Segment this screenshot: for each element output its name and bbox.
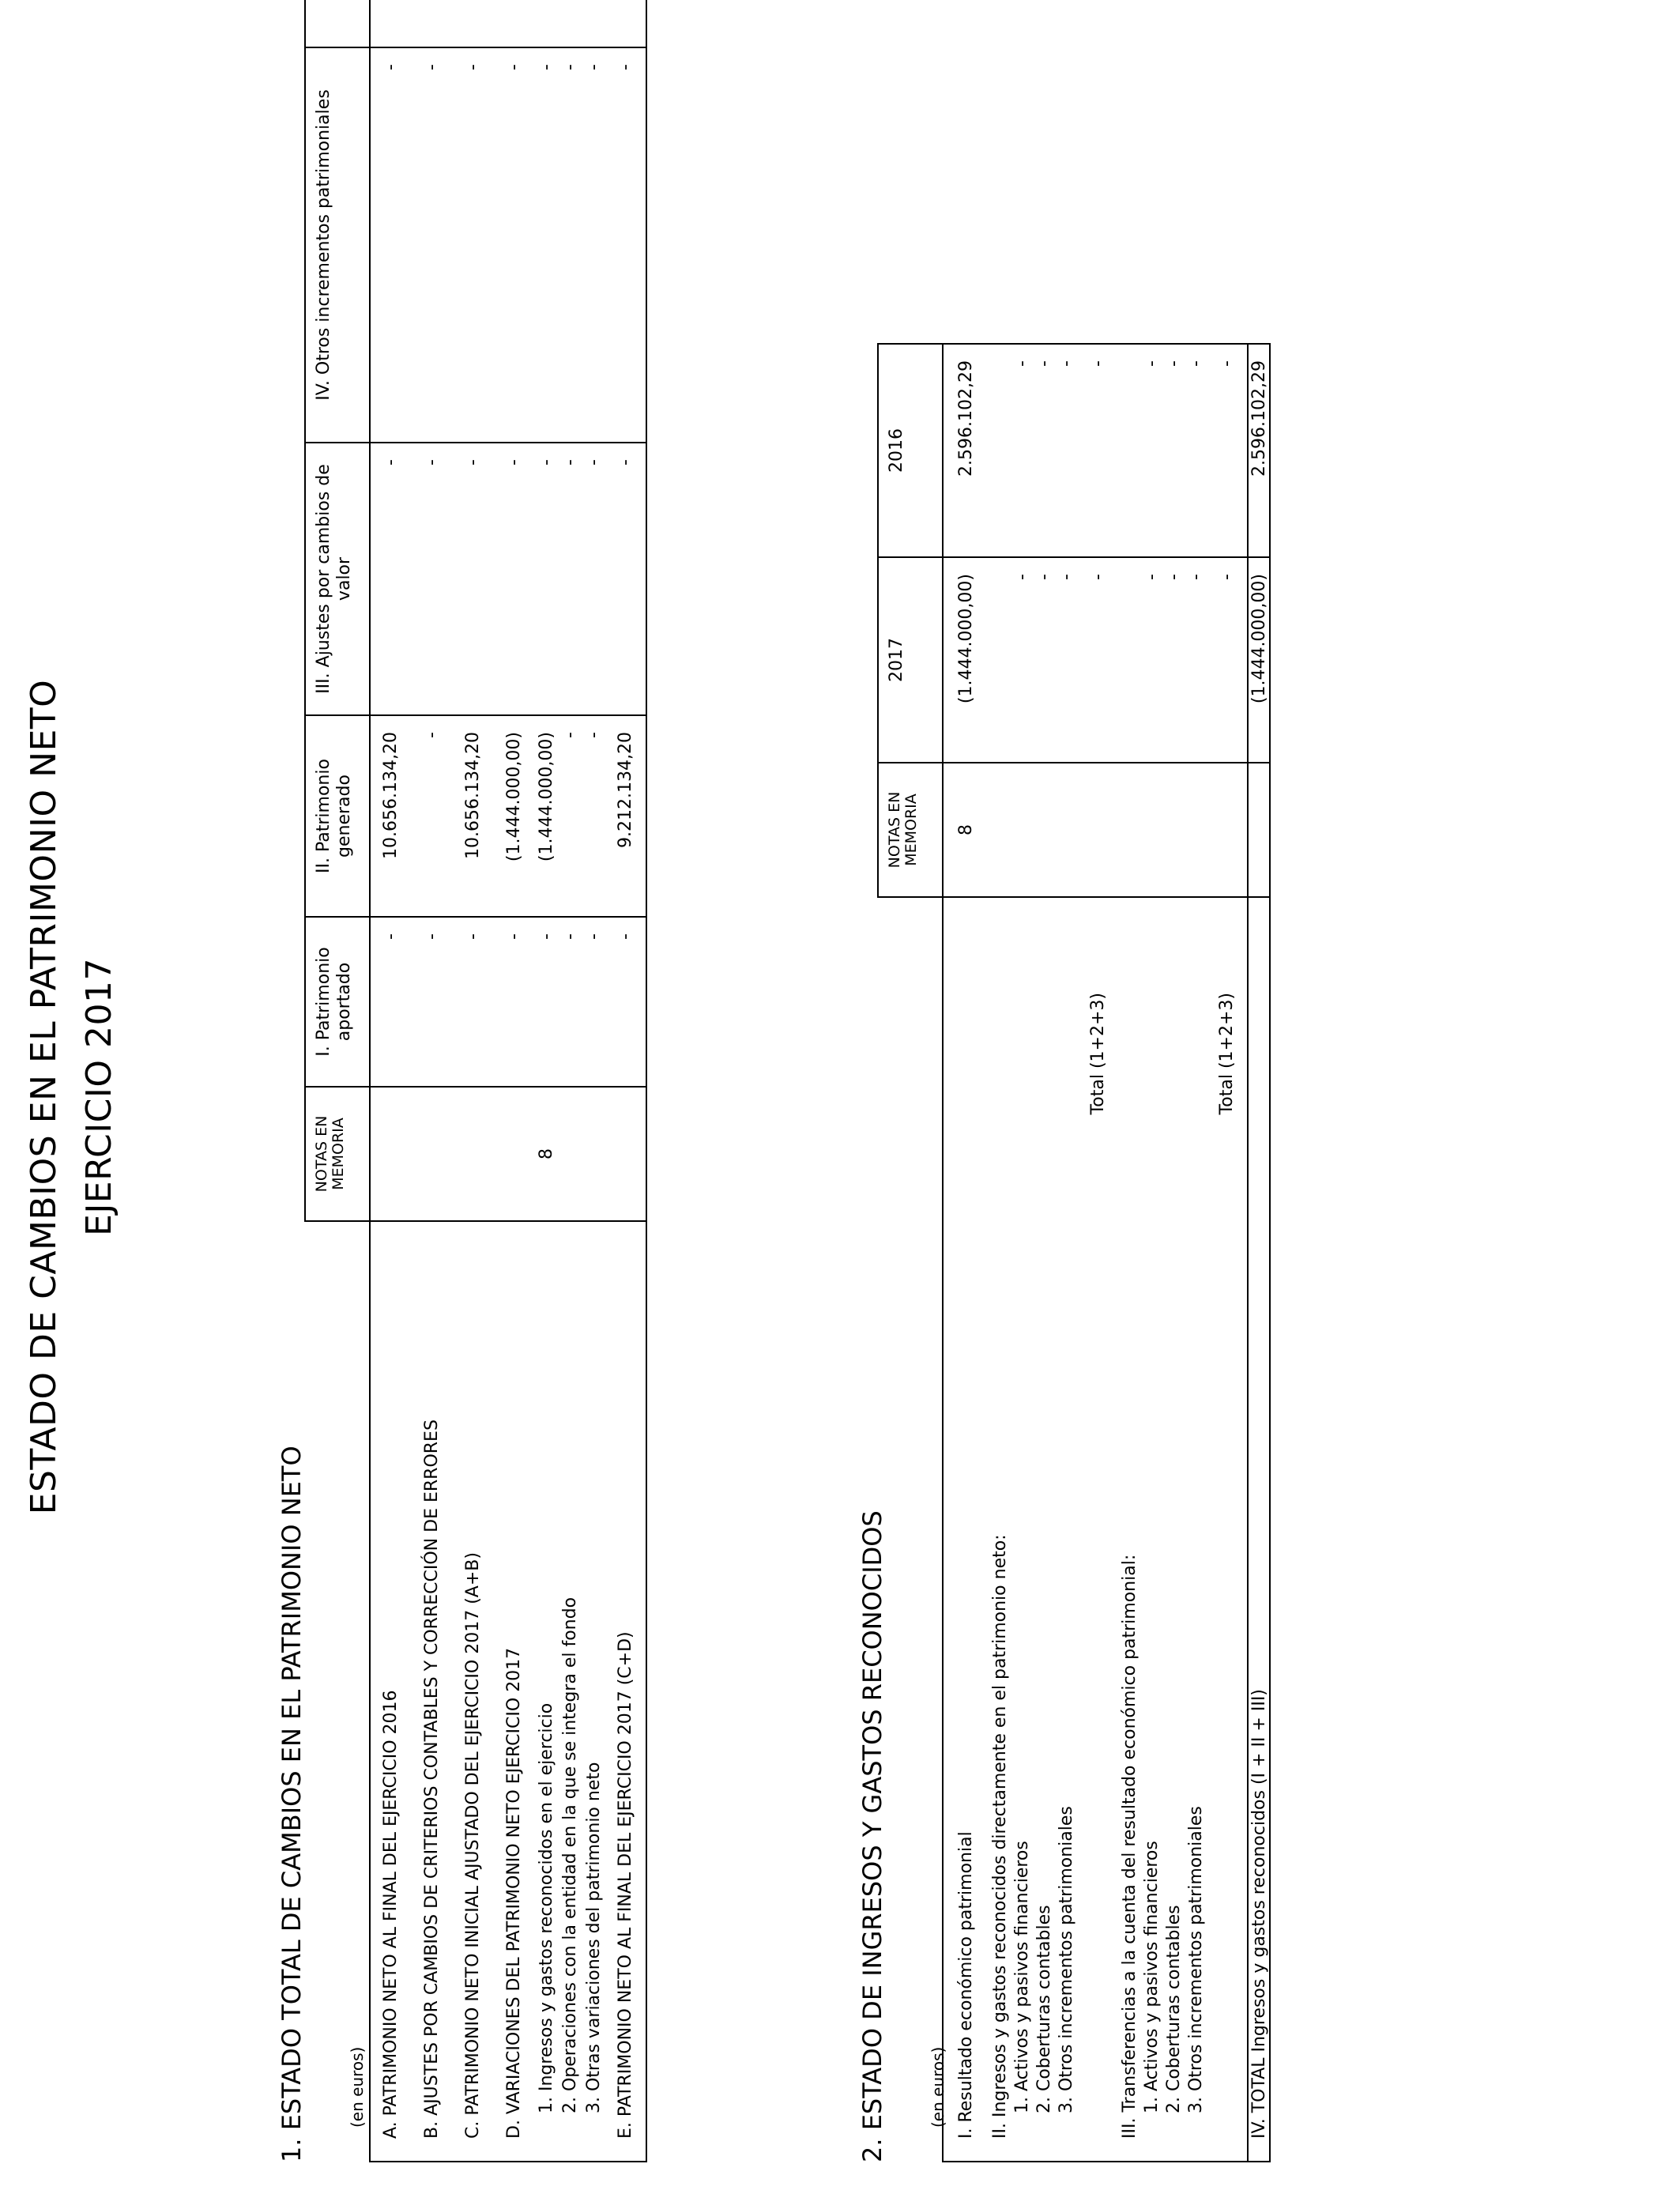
- cell-2016: 2.596.102,29: [943, 344, 989, 557]
- page-title: ESTADO DE CAMBIOS EN EL PATRIMONIO NETO: [24, 679, 64, 1515]
- row-label: 1. Activos y pasivos financieros: [1011, 897, 1033, 2162]
- table-row: [1033, 0, 1055, 2162]
- table-row: [605, 0, 646, 2162]
- cell-2017: -: [1077, 557, 1118, 763]
- cell-total: [493, 0, 534, 47]
- cell-aportado: -: [370, 917, 411, 1087]
- section2-title: 2. ESTADO DE INGRESOS Y GASTOS RECONOCIDOS: [857, 1510, 887, 2162]
- cell-2017: -: [1140, 557, 1162, 763]
- cell-total: [411, 0, 452, 47]
- cell-nota: [1033, 763, 1055, 897]
- cell-2017: (1.444.000,00): [943, 557, 989, 763]
- cell-2017: -: [1185, 557, 1207, 763]
- row-label: 3. Otros incrementos patrimoniales: [1055, 897, 1077, 2162]
- cell-2017: -: [1033, 557, 1055, 763]
- cell-nota: [411, 1087, 452, 1221]
- cell-generado: -: [558, 715, 582, 917]
- cell-otros: -: [534, 47, 558, 443]
- row-label: E. PATRIMONIO NETO AL FINAL DEL EJERCICIO 2017 (C+D): [605, 1221, 646, 2162]
- cell-otros: -: [370, 47, 411, 443]
- cell-nota: [1185, 763, 1207, 897]
- cell-nota: [1118, 763, 1140, 897]
- section2-units: (en euros): [929, 2046, 947, 2128]
- cell-2016: -: [1055, 344, 1077, 557]
- section1-units: (en euros): [348, 2046, 367, 2128]
- table-row: [1140, 0, 1162, 2162]
- cell-nota: [558, 1087, 582, 1221]
- cell-aportado: -: [558, 917, 582, 1087]
- col-aportado: I. Patrimonio aportado: [305, 917, 370, 1087]
- cell-nota: [1077, 763, 1118, 897]
- section1-title: 1. ESTADO TOTAL DE CAMBIOS EN EL PATRIMONIO NETO: [277, 1446, 307, 2162]
- page-subtitle: EJERCICIO 2017: [79, 958, 119, 1236]
- row-label: A. PATRIMONIO NETO AL FINAL DEL EJERCICIO 2016: [370, 1221, 411, 2162]
- cell-generado: 10.656.134,20: [452, 715, 493, 917]
- cell-ajustes: -: [558, 443, 582, 715]
- table-row: [989, 0, 1011, 2162]
- cell-total: [582, 0, 605, 47]
- cell-2017: -: [1207, 557, 1248, 763]
- cell-2016: [1118, 344, 1140, 557]
- cell-ajustes: -: [534, 443, 558, 715]
- table-row: [558, 0, 582, 2162]
- row-label: IV. TOTAL Ingresos y gastos reconocidos (I + II + III): [1248, 897, 1270, 2162]
- cell-2016: 2.596.102,29: [1248, 344, 1270, 557]
- cell-nota: [1011, 763, 1033, 897]
- row-label: I. Resultado económico patrimonial: [943, 897, 989, 2162]
- row-label: D. VARIACIONES DEL PATRIMONIO NETO EJERCICIO 2017: [493, 1221, 534, 2162]
- cell-aportado: -: [452, 917, 493, 1087]
- cell-total: [558, 0, 582, 47]
- cell-nota: [452, 1087, 493, 1221]
- row-label: 2. Operaciones con la entidad en la que se integra el fondo: [558, 1221, 582, 2162]
- cell-2017: (1.444.000,00): [1248, 557, 1270, 763]
- cell-2016: -: [1011, 344, 1033, 557]
- row-label: 3. Otras variaciones del patrimonio neto: [582, 1221, 605, 2162]
- cell-2017: -: [1055, 557, 1077, 763]
- patrimonio-neto-table: [304, 0, 647, 2162]
- table-row: [1207, 0, 1248, 2162]
- cell-nota: 8: [534, 1087, 558, 1221]
- table-row: [411, 0, 452, 2162]
- cell-otros: -: [493, 47, 534, 443]
- cell-nota: [582, 1087, 605, 1221]
- row-label: 2. Coberturas contables: [1033, 897, 1055, 2162]
- cell-otros: -: [452, 47, 493, 443]
- row-label: III. Transferencias a la cuenta del resultado económico patrimonial:: [1118, 897, 1140, 2162]
- row-label: 1. Activos y pasivos financieros: [1140, 897, 1162, 2162]
- cell-aportado: -: [493, 917, 534, 1087]
- cell-generado: -: [582, 715, 605, 917]
- cell-2016: [989, 344, 1011, 557]
- cell-ajustes: -: [493, 443, 534, 715]
- cell-nota: 8: [943, 763, 989, 897]
- col-notas: NOTAS EN MEMORIA: [305, 1087, 370, 1221]
- table-row: [452, 0, 493, 2162]
- row-label: 1. Ingresos y gastos reconocidos en el ejercicio: [534, 1221, 558, 2162]
- table-row: [1162, 0, 1185, 2162]
- ingresos-gastos-table: [877, 0, 1271, 2162]
- col-otros: IV. Otros incrementos patrimoniales: [305, 47, 370, 443]
- cell-aportado: -: [582, 917, 605, 1087]
- cell-2016: -: [1140, 344, 1162, 557]
- cell-generado: -: [411, 715, 452, 917]
- cell-nota: [1140, 763, 1162, 897]
- col-ajustes: III. Ajustes por cambios de valor: [305, 443, 370, 715]
- cell-2016: -: [1077, 344, 1118, 557]
- cell-total: [370, 0, 411, 47]
- table-row: [582, 0, 605, 2162]
- table-row: [493, 0, 534, 2162]
- cell-total: [605, 0, 646, 47]
- cell-nota: [1162, 763, 1185, 897]
- cell-otros: -: [558, 47, 582, 443]
- cell-2016: -: [1185, 344, 1207, 557]
- col-generado: II. Patrimonio generado: [305, 715, 370, 917]
- cell-nota: [1248, 763, 1270, 897]
- row-label: 2. Coberturas contables: [1162, 897, 1185, 2162]
- cell-total: [452, 0, 493, 47]
- table-row: [1118, 0, 1140, 2162]
- table-row: [1011, 0, 1033, 2162]
- table-row: [1248, 0, 1270, 2162]
- table-row: [1185, 0, 1207, 2162]
- cell-generado: (1.444.000,00): [493, 715, 534, 917]
- cell-nota: [1207, 763, 1248, 897]
- cell-2017: -: [1162, 557, 1185, 763]
- cell-2016: -: [1033, 344, 1055, 557]
- row-label: Total (1+2+3): [1077, 897, 1118, 2162]
- table-row: [1055, 0, 1077, 2162]
- cell-generado: (1.444.000,00): [534, 715, 558, 917]
- table-row: [534, 0, 558, 2162]
- table-row: [370, 0, 411, 2162]
- cell-aportado: -: [534, 917, 558, 1087]
- cell-otros: -: [411, 47, 452, 443]
- cell-nota: [989, 763, 1011, 897]
- cell-aportado: -: [411, 917, 452, 1087]
- cell-2017: [1118, 557, 1140, 763]
- cell-nota: [605, 1087, 646, 1221]
- row-label: Total (1+2+3): [1207, 897, 1248, 2162]
- cell-total: [534, 0, 558, 47]
- table-row: [1077, 0, 1118, 2162]
- cell-otros: -: [582, 47, 605, 443]
- cell-ajustes: -: [411, 443, 452, 715]
- cell-ajustes: -: [370, 443, 411, 715]
- cell-ajustes: -: [452, 443, 493, 715]
- cell-otros: -: [605, 47, 646, 443]
- col2-2016: 2016: [878, 344, 943, 557]
- row-label: II. Ingresos y gastos reconocidos directamente en el patrimonio neto:: [989, 897, 1011, 2162]
- cell-2016: -: [1162, 344, 1185, 557]
- col2-2017: 2017: [878, 557, 943, 763]
- col-total: [305, 0, 370, 47]
- col2-notas: NOTAS EN MEMORIA: [878, 763, 943, 897]
- cell-2017: -: [1011, 557, 1033, 763]
- cell-ajustes: -: [605, 443, 646, 715]
- cell-generado: 9.212.134,20: [605, 715, 646, 917]
- cell-nota: [370, 1087, 411, 1221]
- row-label: B. AJUSTES POR CAMBIOS DE CRITERIOS CONTABLES Y CORRECCIÓN DE ERRORES: [411, 1221, 452, 2162]
- cell-generado: 10.656.134,20: [370, 715, 411, 917]
- table-row: [943, 0, 989, 2162]
- cell-2017: [989, 557, 1011, 763]
- cell-2016: -: [1207, 344, 1248, 557]
- cell-nota: [493, 1087, 534, 1221]
- cell-nota: [1055, 763, 1077, 897]
- row-label: 3. Otros incrementos patrimoniales: [1185, 897, 1207, 2162]
- row-label: C. PATRIMONIO NETO INICIAL AJUSTADO DEL EJERCICIO 2017 (A+B): [452, 1221, 493, 2162]
- cell-aportado: -: [605, 917, 646, 1087]
- cell-ajustes: -: [582, 443, 605, 715]
